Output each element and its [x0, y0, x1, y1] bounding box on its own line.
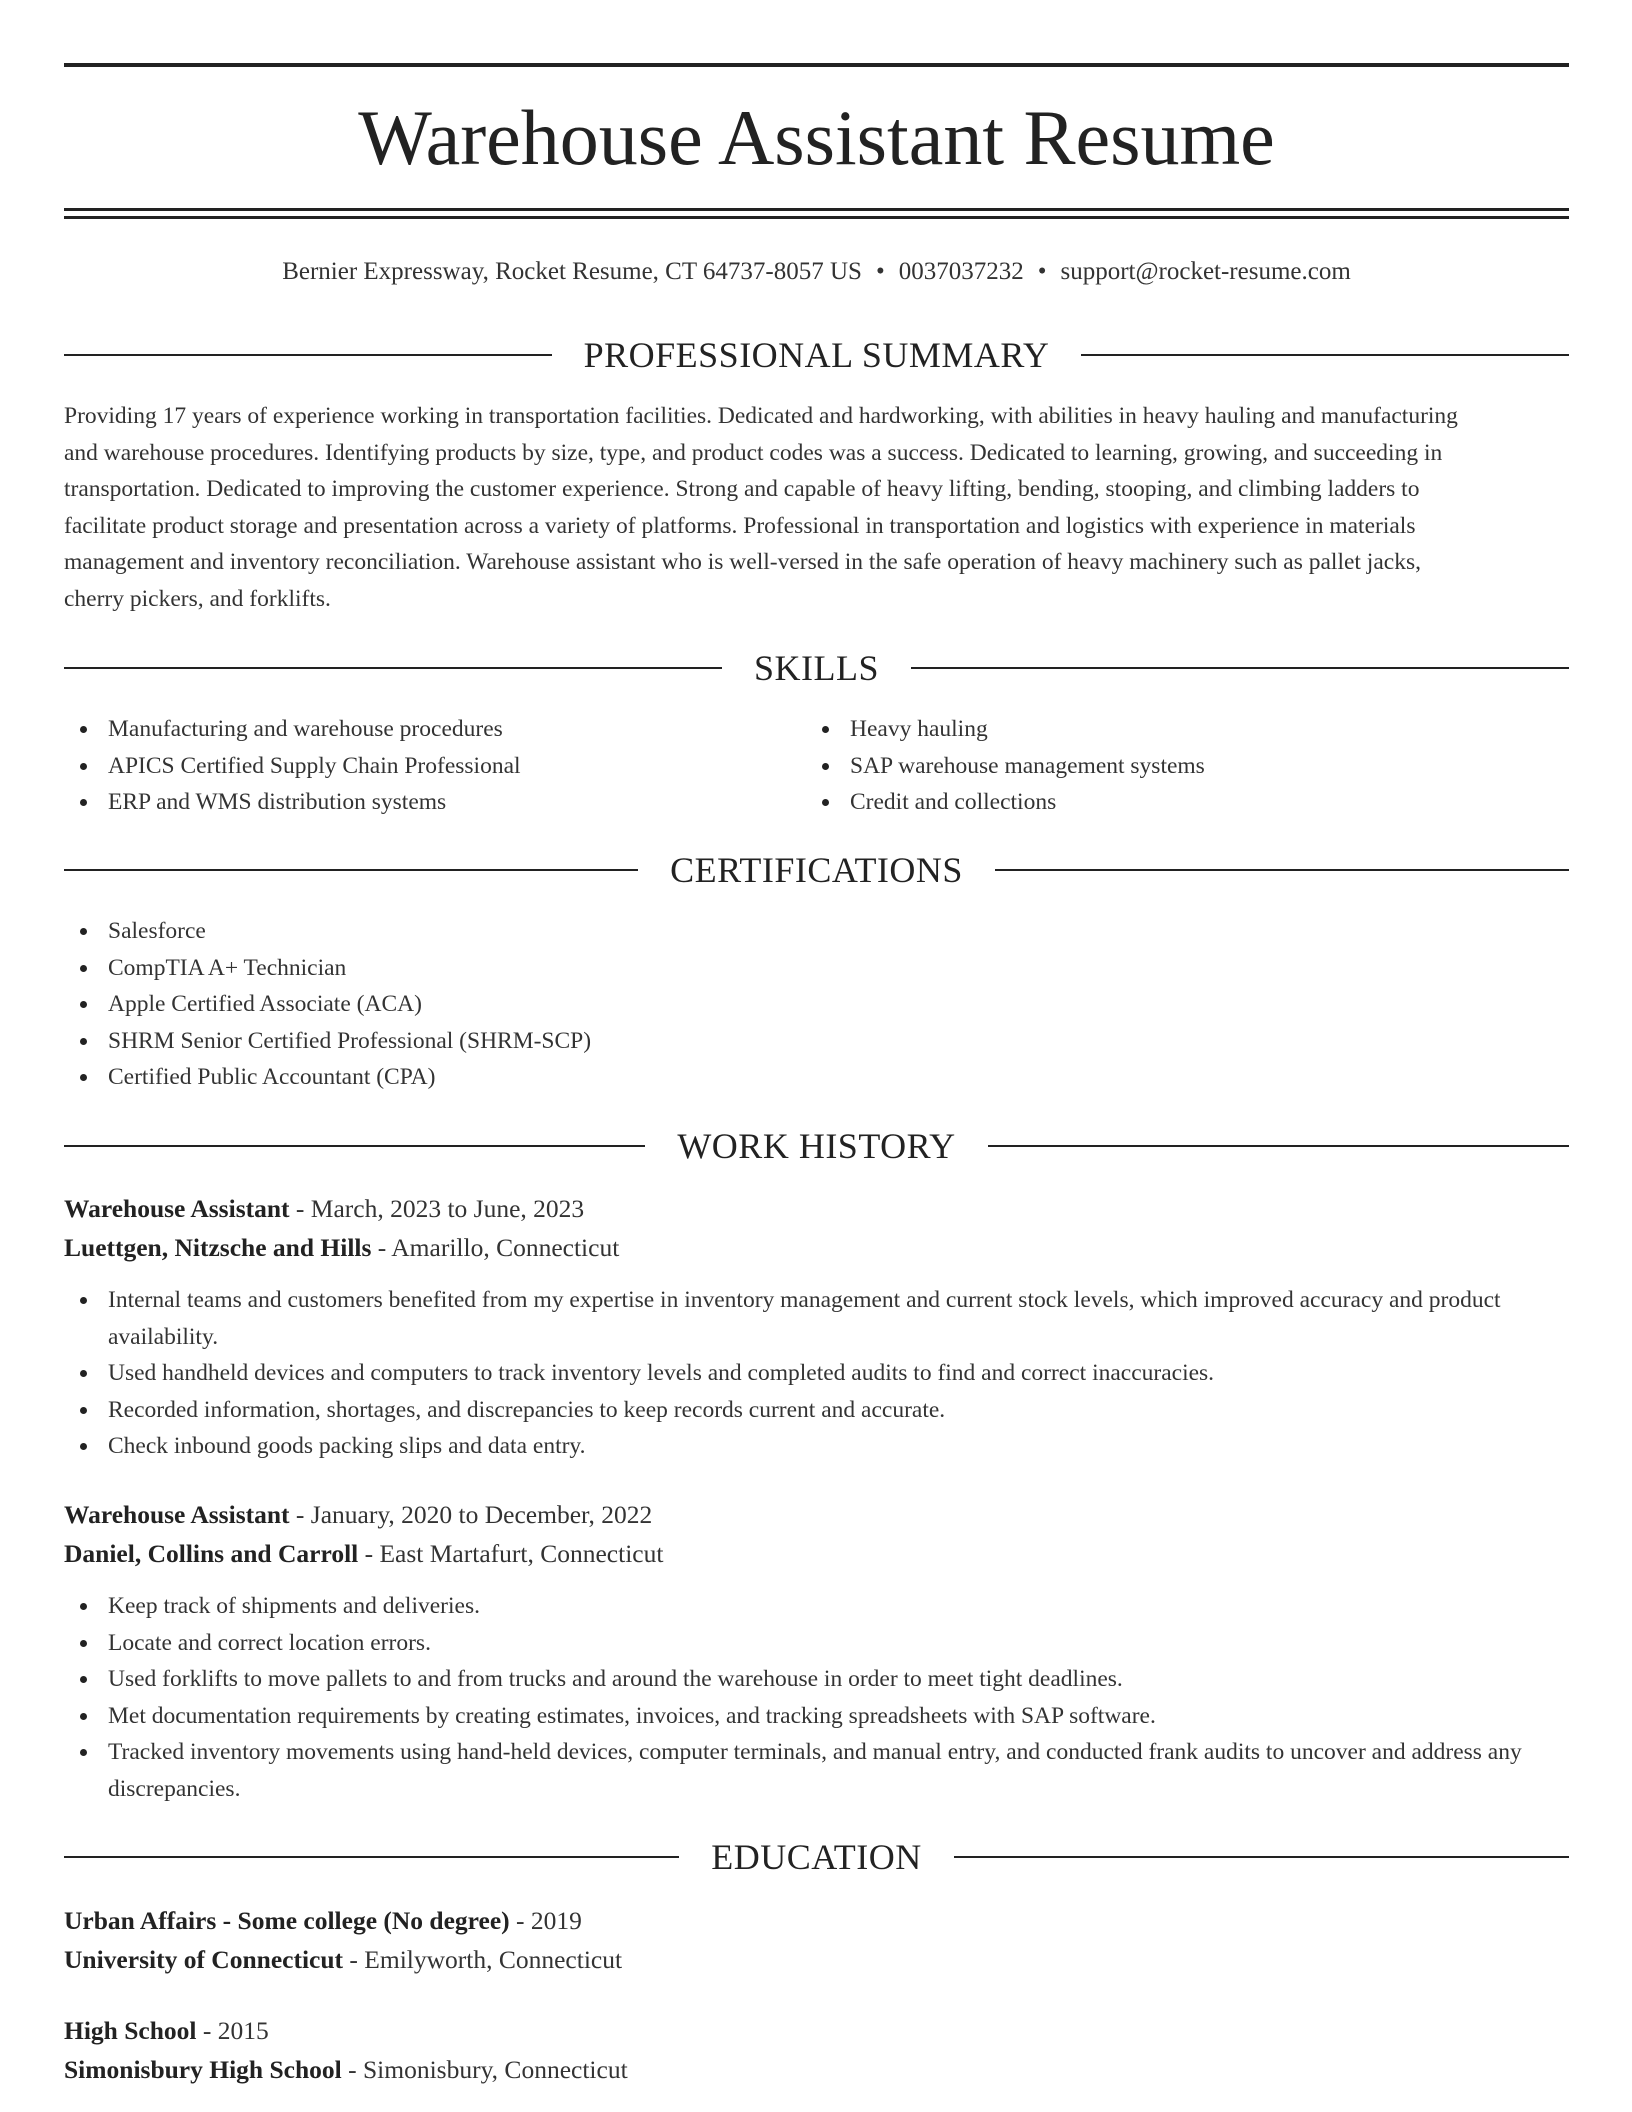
education-school: Simonisbury High School	[64, 2054, 342, 2084]
job-location: - Amarillo, Connecticut	[371, 1232, 620, 1262]
section-rule	[911, 667, 1569, 669]
education-degree: High School	[64, 2016, 197, 2045]
job-dates: - January, 2020 to December, 2022	[289, 1500, 653, 1529]
contact-address: Bernier Expressway, Rocket Resume, CT 64737-8057 US	[282, 258, 862, 285]
education-school-line	[64, 2051, 1569, 2090]
skills-list	[64, 711, 1569, 821]
certification-item: Apple Certified Associate (ACA)	[64, 986, 1569, 1023]
job-bullet: Used handheld devices and computers to track inventory levels and completed audits to find and correct inaccuracies.	[64, 1355, 1569, 1392]
job-company: Daniel, Collins and Carroll	[64, 1538, 359, 1568]
contact-separator: •	[1037, 258, 1047, 285]
summary-line: transportation. Dedicated to improving the customer experience. Strong and capable of heavy lifting, bending, stooping, and climbing ladders to	[64, 476, 1420, 502]
section-title: CERTIFICATIONS	[670, 850, 963, 890]
section-header-skills	[64, 646, 1569, 690]
section-title: WORK HISTORY	[677, 1126, 956, 1166]
certification-item: SHRM Senior Certified Professional (SHRM-SCP)	[64, 1023, 1569, 1060]
summary-line: Providing 17 years of experience working in transportation facilities. Dedicated and hardworking, with abilities in heavy hauling and manufacturing	[64, 403, 1458, 429]
job-title-line	[64, 1496, 1569, 1535]
job-bullets	[64, 1282, 1569, 1465]
summary-line: management and inventory reconciliation. Warehouse assistant who is well-versed in the safe operation of heavy machinery such as pallet jacks,	[64, 549, 1421, 575]
job-bullet: Tracked inventory movements using hand-held devices, computer terminals, and manual entry, and conducted frank audits to uncover and address any discrepancies.	[64, 1734, 1569, 1807]
education-entry	[64, 2012, 1569, 2089]
top-rule	[64, 63, 1569, 67]
contact-phone: 0037037232	[898, 258, 1024, 285]
education-year: - 2019	[509, 1906, 582, 1935]
education-entry	[64, 1902, 1569, 1979]
section-header-education	[64, 1835, 1569, 1879]
skill-item: Heavy hauling	[806, 711, 1548, 748]
section-rule	[954, 1856, 1569, 1858]
section-rule	[64, 354, 552, 356]
skill-item: SAP warehouse management systems	[806, 748, 1548, 785]
education-degree-line	[64, 2012, 1569, 2051]
contact-separator: •	[875, 258, 885, 285]
job-bullet: Used forklifts to move pallets to and from trucks and around the warehouse in order to meet tight deadlines.	[64, 1661, 1569, 1698]
job-location: - East Martafurt, Connecticut	[358, 1538, 664, 1568]
job-title: Warehouse Assistant	[64, 1194, 290, 1223]
job-company: Luettgen, Nitzsche and Hills	[64, 1232, 372, 1262]
section-rule	[1081, 354, 1569, 356]
section-title: EDUCATION	[711, 1837, 922, 1877]
resume-title: Warehouse Assistant Resume	[358, 94, 1275, 181]
summary-line: and warehouse procedures. Identifying products by size, type, and product codes was a success. Dedicated to learning, growing, and succeeding in	[64, 439, 1443, 466]
certification-item: Salesforce	[64, 913, 1569, 950]
job-company-line	[64, 1229, 1569, 1268]
summary-line: facilitate product storage and presentation across a variety of platforms. Professional in transportation and logistics with experience in materials	[64, 512, 1416, 539]
education-year: - 2015	[196, 2016, 269, 2045]
job-bullet: Locate and correct location errors.	[64, 1625, 1569, 1662]
job-company-line	[64, 1535, 1569, 1574]
job-entry	[64, 1190, 1569, 1465]
education-location: - Simonisbury, Connecticut	[341, 2054, 628, 2084]
section-header-certifications	[64, 848, 1569, 892]
education-location: - Emilyworth, Connecticut	[343, 1944, 623, 1974]
section-rule	[64, 869, 638, 871]
section-title: SKILLS	[754, 648, 880, 688]
section-rule	[64, 1856, 679, 1858]
section-rule	[995, 869, 1569, 871]
skills-column-right	[806, 711, 1548, 821]
summary-line: cherry pickers, and forklifts.	[64, 585, 331, 612]
section-rule	[988, 1145, 1569, 1147]
job-entry	[64, 1496, 1569, 1807]
education-degree: Urban Affairs - Some college (No degree)	[64, 1906, 510, 1935]
job-title: Warehouse Assistant	[64, 1500, 290, 1529]
job-bullet: Met documentation requirements by creating estimates, invoices, and tracking spreadsheets with SAP software.	[64, 1698, 1569, 1735]
job-bullet: Keep track of shipments and deliveries.	[64, 1588, 1569, 1625]
section-header-summary	[64, 333, 1569, 377]
contact-email: support@rocket-resume.com	[1060, 258, 1351, 285]
section-rule	[64, 1145, 645, 1147]
certification-item: CompTIA A+ Technician	[64, 950, 1569, 987]
education-school-line	[64, 1941, 1569, 1980]
job-bullets	[64, 1588, 1569, 1807]
section-rule	[64, 667, 722, 669]
education-school: University of Connecticut	[64, 1944, 344, 1974]
skills-column-left	[64, 711, 806, 821]
job-title-line	[64, 1190, 1569, 1229]
job-bullet: Check inbound goods packing slips and data entry.	[64, 1428, 1569, 1465]
section-title: PROFESSIONAL SUMMARY	[583, 335, 1050, 375]
education-degree-line	[64, 1902, 1569, 1941]
contact-line	[64, 255, 1569, 289]
skill-item: ERP and WMS distribution systems	[64, 784, 806, 821]
skill-item: Manufacturing and warehouse procedures	[64, 711, 806, 748]
title-double-rule	[64, 208, 1569, 219]
job-dates: - March, 2023 to June, 2023	[289, 1194, 585, 1223]
section-header-work-history	[64, 1124, 1569, 1168]
skill-item: Credit and collections	[806, 784, 1548, 821]
summary-paragraph	[64, 398, 1569, 617]
skill-item: APICS Certified Supply Chain Professional	[64, 748, 806, 785]
job-bullet: Recorded information, shortages, and discrepancies to keep records current and accurate.	[64, 1392, 1569, 1429]
job-bullet: Internal teams and customers benefited from my expertise in inventory management and current stock levels, which improved accuracy and product availability.	[64, 1282, 1569, 1355]
certification-item: Certified Public Accountant (CPA)	[64, 1059, 1569, 1096]
certifications-list	[64, 913, 1569, 1096]
